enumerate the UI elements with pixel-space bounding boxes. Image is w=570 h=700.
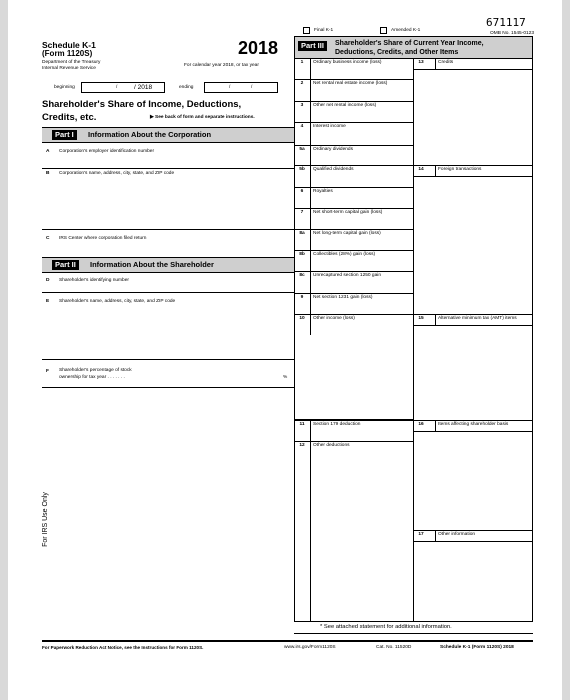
line-1-label: Ordinary business income (loss)	[313, 60, 382, 65]
line-9-field[interactable]	[311, 302, 412, 312]
line-8b-field[interactable]	[311, 259, 412, 269]
line-13-number: 13	[418, 60, 424, 65]
barcode-number: 671117	[486, 16, 526, 29]
part1-title: Information About the Corporation	[88, 130, 212, 139]
line-10-field[interactable]	[311, 323, 412, 333]
line-f-label-2: ownership for tax year . . . . . . .	[59, 375, 125, 380]
line-14-field[interactable]	[414, 177, 532, 217]
line-3-number: 3	[300, 103, 304, 108]
line-15-label: Alternative minimum tax (AMT) items	[438, 316, 517, 321]
see-attached-note: * See attached statement for additional information.	[320, 624, 452, 630]
irs-use-area	[42, 388, 294, 621]
form-identifier: Schedule K-1 (Form 1120S) 2018	[440, 645, 514, 650]
line-13-label: Credits	[438, 60, 454, 65]
line-f-letter: F	[46, 369, 49, 374]
line-c-label: IRS Center where corporation filed return	[59, 236, 147, 241]
line-4-field[interactable]	[311, 131, 412, 141]
line-12-field[interactable]	[311, 450, 412, 460]
shareholder-address-field[interactable]	[42, 308, 294, 358]
line-2-field[interactable]	[311, 88, 412, 98]
line-1-field[interactable]	[311, 67, 412, 77]
catalog-number: Cat. No. 11520D	[376, 645, 412, 650]
percent-sign: %	[283, 375, 288, 380]
paperwork-notice: For Paperwork Reduction Act Notice, see the Instructions for Form 1120S.	[42, 645, 204, 650]
line-12-number: 12	[299, 443, 305, 448]
line-5b-field[interactable]	[311, 174, 412, 184]
omb-number: OMB No. 1545-0123	[490, 31, 534, 36]
line-8c-label: Unrecaptured section 1250 gain	[313, 273, 382, 278]
line-12-label: Other deductions	[313, 443, 350, 448]
beginning-year: / 2018	[134, 84, 153, 91]
line-10-label: Other income (loss)	[313, 316, 355, 321]
line-14-label: Foreign transactions	[438, 167, 482, 172]
beginning-date-field[interactable]	[81, 82, 165, 93]
line-8a-field[interactable]	[311, 238, 412, 248]
form-reference: (Form 1120S)	[42, 49, 93, 58]
line-8c-number: 8c	[299, 273, 305, 278]
line-5a-field[interactable]	[311, 154, 412, 164]
line-3-label: Other net rental income (loss)	[313, 103, 377, 108]
line-7-label: Net short-term capital gain (loss)	[313, 210, 383, 215]
final-k1-checkbox[interactable]	[303, 27, 310, 34]
line-9-number: 9	[300, 295, 304, 300]
tax-year-text: 2018	[238, 38, 279, 58]
form-page	[8, 0, 562, 700]
part3-tag: Part III	[298, 41, 327, 51]
line-6-label: Royalties	[313, 189, 333, 194]
line-17-label: Other information	[438, 532, 476, 537]
line-8a-label: Net long-term capital gain (loss)	[313, 231, 381, 236]
ending-slash-2: /	[251, 85, 253, 90]
line-17-field[interactable]	[414, 542, 532, 582]
line-16-field[interactable]	[414, 432, 532, 472]
main-title-line2: Credits, etc.	[42, 112, 97, 123]
line-4-number: 4	[300, 124, 304, 129]
line-11-field[interactable]	[311, 429, 412, 439]
final-k1-label: Final K-1	[314, 28, 334, 33]
part2-title: Information About the Shareholder	[90, 260, 214, 269]
main-title-line1: Shareholder's Share of Income, Deductions,	[42, 99, 242, 110]
amended-k1-checkbox[interactable]	[380, 27, 387, 34]
schedule-title: Schedule K-1	[42, 40, 96, 50]
line-16-label: Items affecting shareholder basis	[438, 422, 509, 427]
line-d-letter: D	[46, 278, 50, 283]
line-d-label: Shareholder's identifying number	[59, 278, 129, 283]
line-3-field[interactable]	[311, 110, 412, 120]
line-15-field[interactable]	[414, 326, 532, 366]
part2-tag: Part II	[52, 260, 79, 270]
irs-label: Internal Revenue Service	[42, 66, 96, 71]
ending-label: ending	[179, 85, 194, 90]
line-8c-field[interactable]	[311, 280, 412, 290]
line-7-number: 7	[300, 210, 304, 215]
ownership-percentage-field[interactable]	[188, 372, 280, 382]
department-label: Department of the Treasury	[42, 60, 101, 65]
line-2-label: Net rental real estate income (loss)	[313, 81, 388, 86]
part3-title-line1: Shareholder's Share of Current Year Income,	[335, 40, 484, 47]
line-6-number: 6	[300, 189, 304, 194]
ending-date-field[interactable]	[204, 82, 278, 93]
line-7-field[interactable]	[311, 217, 412, 227]
line-14-number: 14	[418, 167, 424, 172]
line-11-label: Section 179 deduction	[313, 422, 361, 427]
line-8a-number: 8a	[299, 231, 305, 236]
line-5b-number: 5b	[299, 167, 305, 172]
line-2-number: 2	[300, 81, 304, 86]
line-6-field[interactable]	[311, 196, 412, 206]
irs-use-only-label: For IRS Use Only	[41, 492, 49, 547]
line-11-number: 11	[299, 422, 305, 427]
line-13-field[interactable]	[414, 70, 532, 110]
irs-center-field[interactable]	[42, 244, 294, 256]
line-17-number: 17	[418, 532, 424, 537]
corporation-address-field[interactable]	[42, 180, 294, 228]
line-10-number: 10	[299, 316, 305, 321]
line-5a-label: Ordinary dividends	[313, 147, 353, 152]
part1-tag: Part I	[52, 130, 77, 140]
line-5a-number: 5a	[299, 147, 305, 152]
ending-slash-1: /	[229, 85, 231, 90]
line-1-number: 1	[300, 60, 304, 65]
line-b-letter: B	[46, 171, 50, 176]
beginning-label: beginning	[54, 85, 75, 90]
calendar-year-label: For calendar year 2018, or tax year	[184, 63, 259, 68]
tax-year	[238, 39, 278, 57]
line-5b-label: Qualified dividends	[313, 167, 354, 172]
line-b-label: Corporation's name, address, city, state, and ZIP code	[59, 171, 175, 176]
beginning-slash: /	[116, 85, 118, 90]
line-16-number: 16	[418, 422, 424, 427]
line-f-label-1: Shareholder's percentage of stock	[59, 368, 132, 373]
line-15-number: 15	[418, 316, 424, 321]
part3-title-line2: Deductions, Credits, and Other Items	[335, 49, 459, 56]
employer-id-field[interactable]	[42, 158, 294, 168]
line-9-label: Net section 1231 gain (loss)	[313, 295, 373, 300]
line-4-label: Interest income	[313, 124, 346, 129]
line-8b-label: Collectibles (28%) gain (loss)	[313, 252, 376, 257]
line-8b-number: 8b	[299, 252, 305, 257]
irs-url[interactable]: www.irs.gov/Form1120S	[284, 645, 336, 650]
shareholder-id-field[interactable]	[42, 286, 294, 291]
line-a-letter: A	[46, 149, 50, 154]
line-c-letter: C	[46, 236, 50, 241]
line-e-label: Shareholder's name, address, city, state, and ZIP code	[59, 299, 176, 304]
amended-k1-label: Amended K-1	[391, 28, 421, 33]
line-a-label: Corporation's employer identification number	[59, 149, 155, 154]
see-back-note: ▶ See back of form and separate instructions.	[150, 115, 255, 120]
line-e-letter: E	[46, 299, 50, 304]
